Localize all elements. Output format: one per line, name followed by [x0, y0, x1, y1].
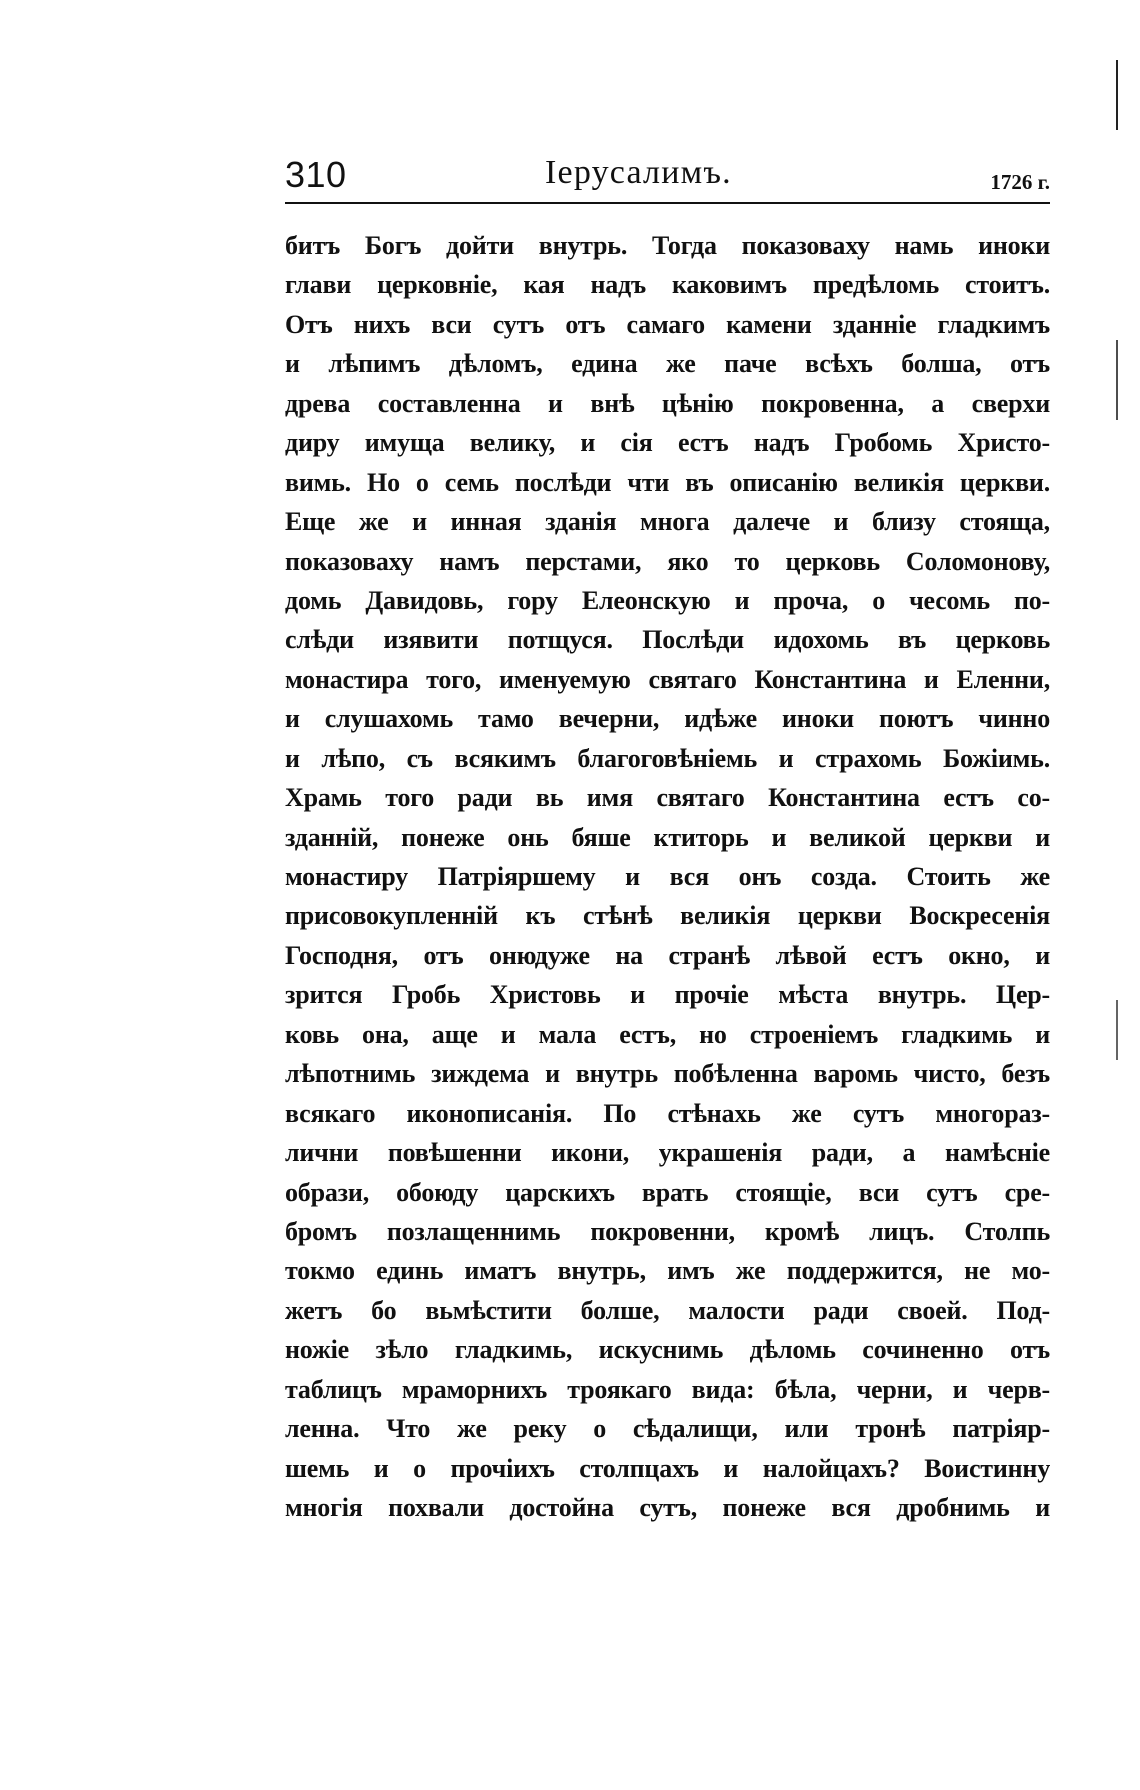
- text-line: Отъ нихъ вси сутъ отъ самаго камени зданніе гладкимъ: [285, 309, 1050, 339]
- text-line: и лѣпо, съ всякимъ благоговѣніемь и страхомь Божіимь.: [285, 743, 1050, 773]
- text-line: вимь. Но о семь послѣди чти въ описанію великія церкви.: [285, 467, 1050, 497]
- text-line: зданній, понеже онь бяше ктиторь и великой церкви и: [285, 822, 1050, 852]
- text-line: многія похвали достойна сутъ, понеже вся дробнимь и: [285, 1493, 1050, 1522]
- text-line: ленна. Что же реку о сѣдалищи, или тронѣ патріяр-: [285, 1414, 1050, 1444]
- text-line: токмо единь иматъ внутрь, имъ же поддержится, не мо-: [285, 1256, 1050, 1286]
- text-line: домь Давидовь, гору Елеонскую и проча, о чесомь по-: [285, 585, 1050, 615]
- page-edge-mark: [1116, 340, 1118, 420]
- page-number: 310: [285, 154, 347, 195]
- text-line: монастиру Патріяршему и вся онъ созда. Стоить же: [285, 862, 1050, 891]
- running-head: [285, 150, 1050, 204]
- text-line: шемь и о прочіихъ столпцахъ и налойцахъ? Воистинну: [285, 1453, 1050, 1483]
- text-line: Храмь того ради вь имя святаго Константина естъ со-: [285, 783, 1050, 813]
- body-text: [285, 226, 1050, 1527]
- text-line: древа составленна и внѣ цѣнію покровенна, а сверхи: [285, 388, 1050, 418]
- text-line: битъ Богъ дойти внутрь. Тогда показоваху намь иноки: [285, 231, 1050, 260]
- page-edge-mark: [1116, 1000, 1118, 1060]
- header-rule: [285, 202, 1050, 204]
- text-line: лични повѣшенни икони, украшенія ради, а намѣсніе: [285, 1138, 1050, 1168]
- running-year: 1726 г.: [990, 170, 1050, 194]
- text-line: монастира того, именуемую святаго Константина и Еленни,: [285, 664, 1050, 694]
- text-line: таблицъ мраморнихъ троякаго вида: бѣла, черни, и черв-: [285, 1374, 1050, 1404]
- text-line: и лѣпимъ дѣломъ, едина же паче всѣхъ болша, отъ: [285, 349, 1050, 379]
- text-line: ножіе зѣло гладкимь, искуснимь дѣломь сочиненно отъ: [285, 1335, 1050, 1365]
- text-line: всякаго иконописанія. По стѣнахь же сутъ многораз-: [285, 1098, 1050, 1128]
- text-line: показоваху намъ перстами, яко то церковь Соломонову,: [285, 546, 1050, 576]
- text-line: ковь она, аще и мала естъ, но строеніемъ гладкимь и: [285, 1019, 1050, 1049]
- text-line: зрится Гробь Христовь и прочіе мѣста внутрь. Цер-: [285, 980, 1050, 1010]
- text-line: диру имуща велику, и сія естъ надъ Гробомь Христо-: [285, 428, 1050, 458]
- text-line: Господня, отъ онюдуже на странѣ лѣвой естъ окно, и: [285, 940, 1050, 970]
- text-line: бромъ позлащеннимь покровенни, кромѣ лицъ. Столпь: [285, 1216, 1050, 1246]
- text-line: жетъ бо вьмѣстити болше, малости ради своей. Под-: [285, 1295, 1050, 1325]
- running-title: Іерусалимъ.: [545, 154, 732, 191]
- text-line: и слушахомь тамо вечерни, идѣже иноки поютъ чинно: [285, 704, 1050, 734]
- page-edge-mark: [1116, 60, 1118, 130]
- text-line: Еще же и инная зданія многа далече и близу стояща,: [285, 507, 1050, 537]
- text-line: лѣпотнимь зиждема и внутрь побѣленна варомь чисто, безъ: [285, 1059, 1050, 1089]
- text-line: образи, обоюду царскихъ врать стоящіе, вси сутъ сре-: [285, 1177, 1050, 1207]
- text-line: глави церковніе, кая надъ каковимъ предѣломь стоитъ.: [285, 270, 1050, 300]
- text-line: слѣди изявити потщуся. Послѣди идохомь въ церковь: [285, 625, 1050, 655]
- text-line: присовокупленній къ стѣнѣ великія церкви Воскресенія: [285, 901, 1050, 931]
